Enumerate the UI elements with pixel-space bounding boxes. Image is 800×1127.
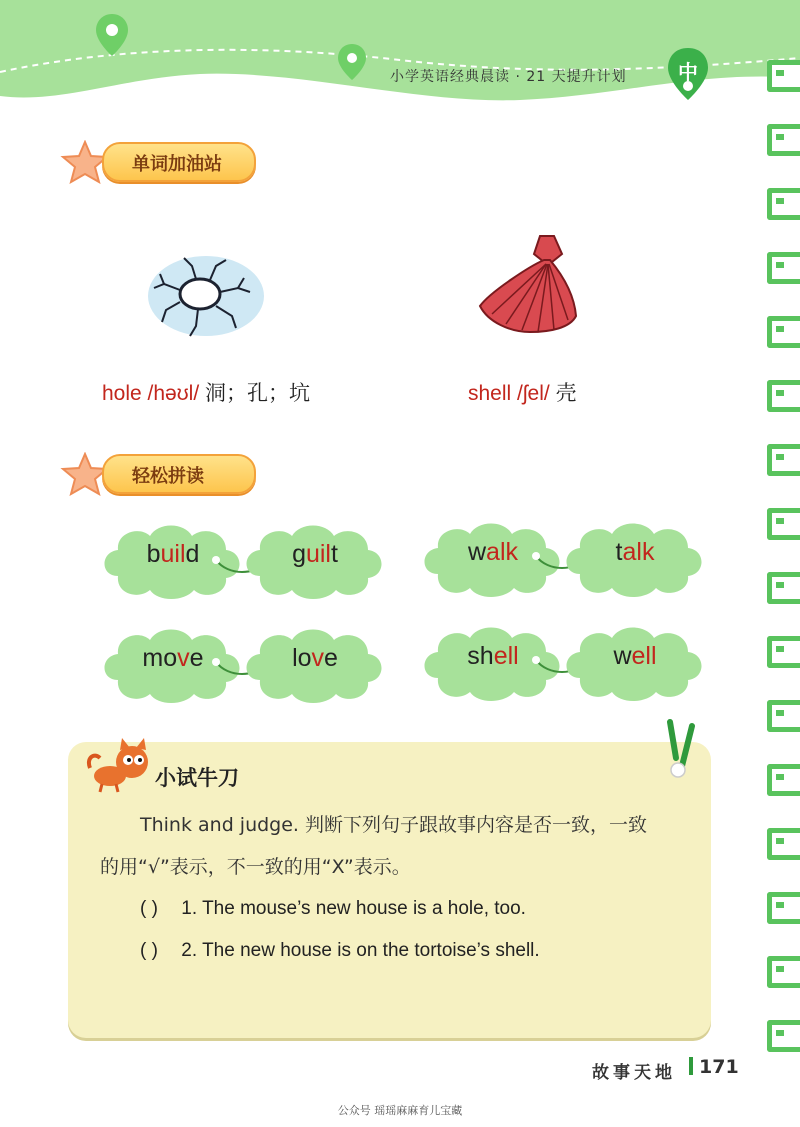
vocab-meaning: 壳 bbox=[555, 382, 577, 405]
tab-mark bbox=[767, 316, 800, 348]
tab-mark bbox=[767, 700, 800, 732]
phonics-cloud bbox=[560, 620, 710, 704]
quiz-instruction-line1: Think and judge. 判断下列句子跟故事内容是否一致，一致 bbox=[140, 814, 648, 836]
grade-badge-text: 中 bbox=[678, 60, 698, 84]
tab-mark bbox=[767, 892, 800, 924]
quiz-item-text: 2. The new house is on the tortoise’s shell. bbox=[181, 940, 540, 961]
vocab-phonetic: /ʃel/ bbox=[517, 382, 550, 405]
watermark-text: 公众号 瑶瑶麻麻育儿宝藏 bbox=[337, 1104, 463, 1117]
tab-mark bbox=[767, 124, 800, 156]
quiz-title: 小试牛刀 bbox=[155, 766, 239, 790]
phonics-word: guilt bbox=[292, 540, 338, 568]
phonics-word: love bbox=[292, 644, 338, 672]
phonics-word: walk bbox=[467, 538, 519, 566]
footer-section-title: 故事天地 bbox=[592, 1063, 676, 1083]
vocab-phonetic: /həʊl/ bbox=[147, 382, 200, 405]
tab-mark bbox=[767, 508, 800, 540]
answer-blank[interactable]: ( ) bbox=[140, 940, 158, 961]
vocab-word: shell bbox=[468, 382, 512, 405]
quiz-item-text: 1. The mouse’s new house is a hole, too. bbox=[181, 898, 526, 919]
hole-illustration-icon bbox=[140, 246, 270, 346]
page-number: 171 bbox=[689, 1056, 739, 1078]
quiz-item bbox=[140, 898, 526, 920]
section-label-vocab bbox=[102, 142, 256, 182]
phonics-cloud bbox=[560, 516, 710, 600]
series-title: 小学英语经典晨读 · 21 天提升计划 bbox=[390, 69, 627, 85]
tab-mark bbox=[767, 380, 800, 412]
tab-mark bbox=[767, 764, 800, 796]
vocab-meaning: 洞；孔；坑 bbox=[205, 382, 311, 405]
tab-mark bbox=[767, 572, 800, 604]
phonics-word: build bbox=[146, 540, 200, 568]
phonics-cloud bbox=[240, 622, 390, 706]
phonics-word: well bbox=[613, 642, 657, 670]
paper-clip-icon bbox=[662, 718, 712, 780]
tab-mark bbox=[767, 1020, 800, 1052]
quiz-item bbox=[140, 940, 540, 962]
vocab-word-shell bbox=[468, 377, 577, 407]
tab-mark bbox=[767, 60, 800, 92]
phonics-cloud bbox=[240, 518, 390, 602]
section-label-vocab-text: 单词加油站 bbox=[132, 154, 222, 175]
phonics-word: talk bbox=[615, 538, 655, 566]
quiz-instruction-line2: 的用“√”表示，不一致的用“X”表示。 bbox=[100, 856, 411, 878]
notebook-tabs bbox=[760, 60, 800, 1120]
tab-mark bbox=[767, 828, 800, 860]
cat-mascot-icon bbox=[86, 738, 156, 794]
tab-mark bbox=[767, 956, 800, 988]
tab-mark bbox=[767, 252, 800, 284]
phonics-word: move bbox=[142, 644, 204, 672]
vocab-word-hole bbox=[102, 377, 310, 407]
answer-blank[interactable]: ( ) bbox=[140, 898, 158, 919]
tab-mark bbox=[767, 188, 800, 220]
phonics-word: shell bbox=[467, 642, 519, 670]
section-label-phonics-text: 轻松拼读 bbox=[132, 466, 204, 487]
shell-illustration-icon bbox=[470, 232, 585, 342]
section-label-phonics bbox=[102, 454, 256, 494]
tab-mark bbox=[767, 444, 800, 476]
tab-mark bbox=[767, 636, 800, 668]
vocab-word: hole bbox=[102, 382, 142, 405]
grade-badge bbox=[665, 46, 711, 102]
